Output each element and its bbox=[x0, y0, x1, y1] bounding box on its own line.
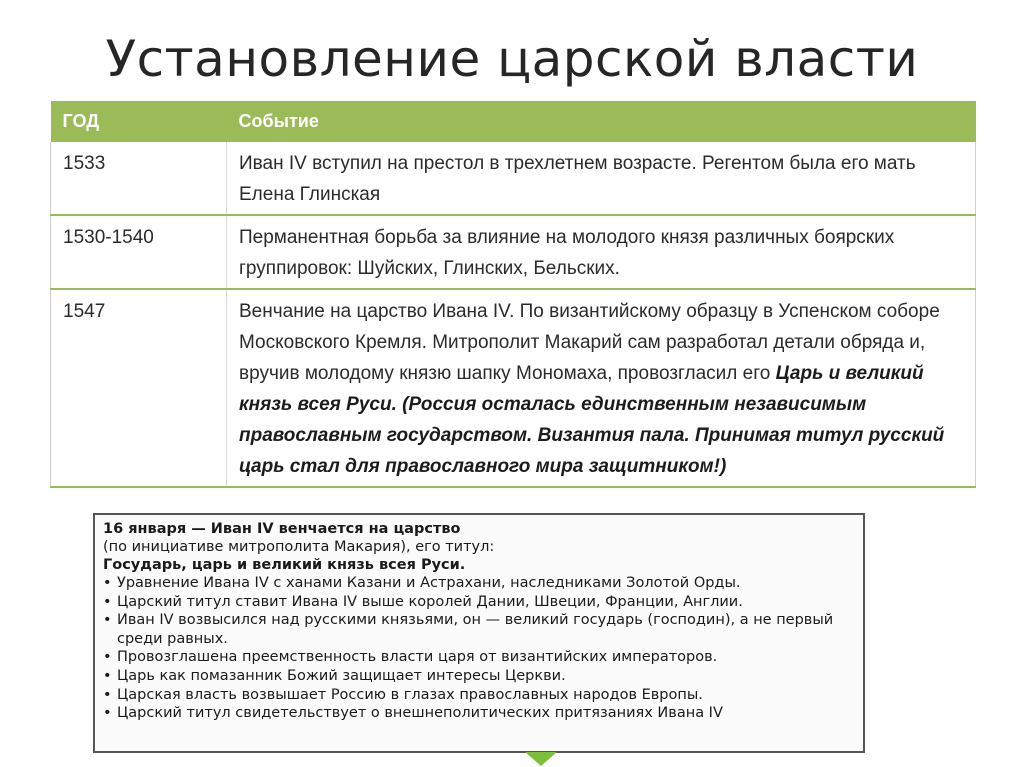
list-item: • Провозглашена преемственность власти царя от византийских императоров. bbox=[103, 648, 855, 667]
table-row bbox=[51, 289, 976, 487]
cell-event bbox=[227, 289, 976, 487]
list-item: • Царский титул ставит Ивана IV выше королей Дании, Швеции, Франции, Англии. bbox=[103, 593, 855, 612]
cell-year: 1530-1540 bbox=[51, 215, 227, 289]
list-item: • Царский титул свидетельствует о внешнеполитических притязаниях Ивана IV bbox=[103, 704, 855, 723]
header-event: Событие bbox=[227, 101, 976, 142]
table-row bbox=[51, 215, 976, 289]
arrow-down-icon bbox=[525, 752, 557, 766]
excerpt-title: Государь, царь и великий князь всея Руси. bbox=[103, 557, 466, 573]
excerpt-list bbox=[103, 574, 855, 723]
cell-year: 1547 bbox=[51, 289, 227, 487]
event-emphasis: Царь и великий князь всея Руси. (Россия осталась единственным независимым православным государством. Византия пала. Принимая титул русский царь стал для православного мира защитником!) bbox=[239, 363, 945, 477]
slide-title: Установление царской власти bbox=[105, 30, 919, 88]
cell-event: Перманентная борьба за влияние на молодого князя различных боярских группировок: Шуйских, Глинских, Бельских. bbox=[227, 215, 976, 289]
table-header-row bbox=[51, 101, 976, 142]
excerpt-subheading: (по инициативе митрополита Макария), его титул: bbox=[103, 539, 495, 555]
events-table bbox=[50, 101, 976, 488]
table-row bbox=[51, 142, 976, 215]
list-item: • Иван IV возвысился над русскими князьями, он — великий государь (господин), а не первый среди равных. bbox=[103, 611, 855, 648]
event-text: Венчание на царство Ивана IV. По византийскому образцу в Успенском соборе Московского Кремля. Митрополит Макарий сам разработал детали обряда и, вручив молодому князю шапку Мономаха, провозгласил его bbox=[239, 301, 940, 384]
list-item: • Царская власть возвышает Россию в глазах православных народов Европы. bbox=[103, 686, 855, 705]
list-item: • Уравнение Ивана IV с ханами Казани и Астрахани, наследниками Золотой Орды. bbox=[103, 574, 855, 593]
cell-year: 1533 bbox=[51, 142, 227, 215]
excerpt-heading: 16 января — Иван IV венчается на царство bbox=[103, 521, 461, 537]
cell-event: Иван IV вступил на престол в трехлетнем возрасте. Регентом была его мать Елена Глинская bbox=[227, 142, 976, 215]
header-year: ГОД bbox=[51, 101, 227, 142]
list-item: • Царь как помазанник Божий защищает интересы Церкви. bbox=[103, 667, 855, 686]
textbook-excerpt bbox=[93, 513, 865, 753]
